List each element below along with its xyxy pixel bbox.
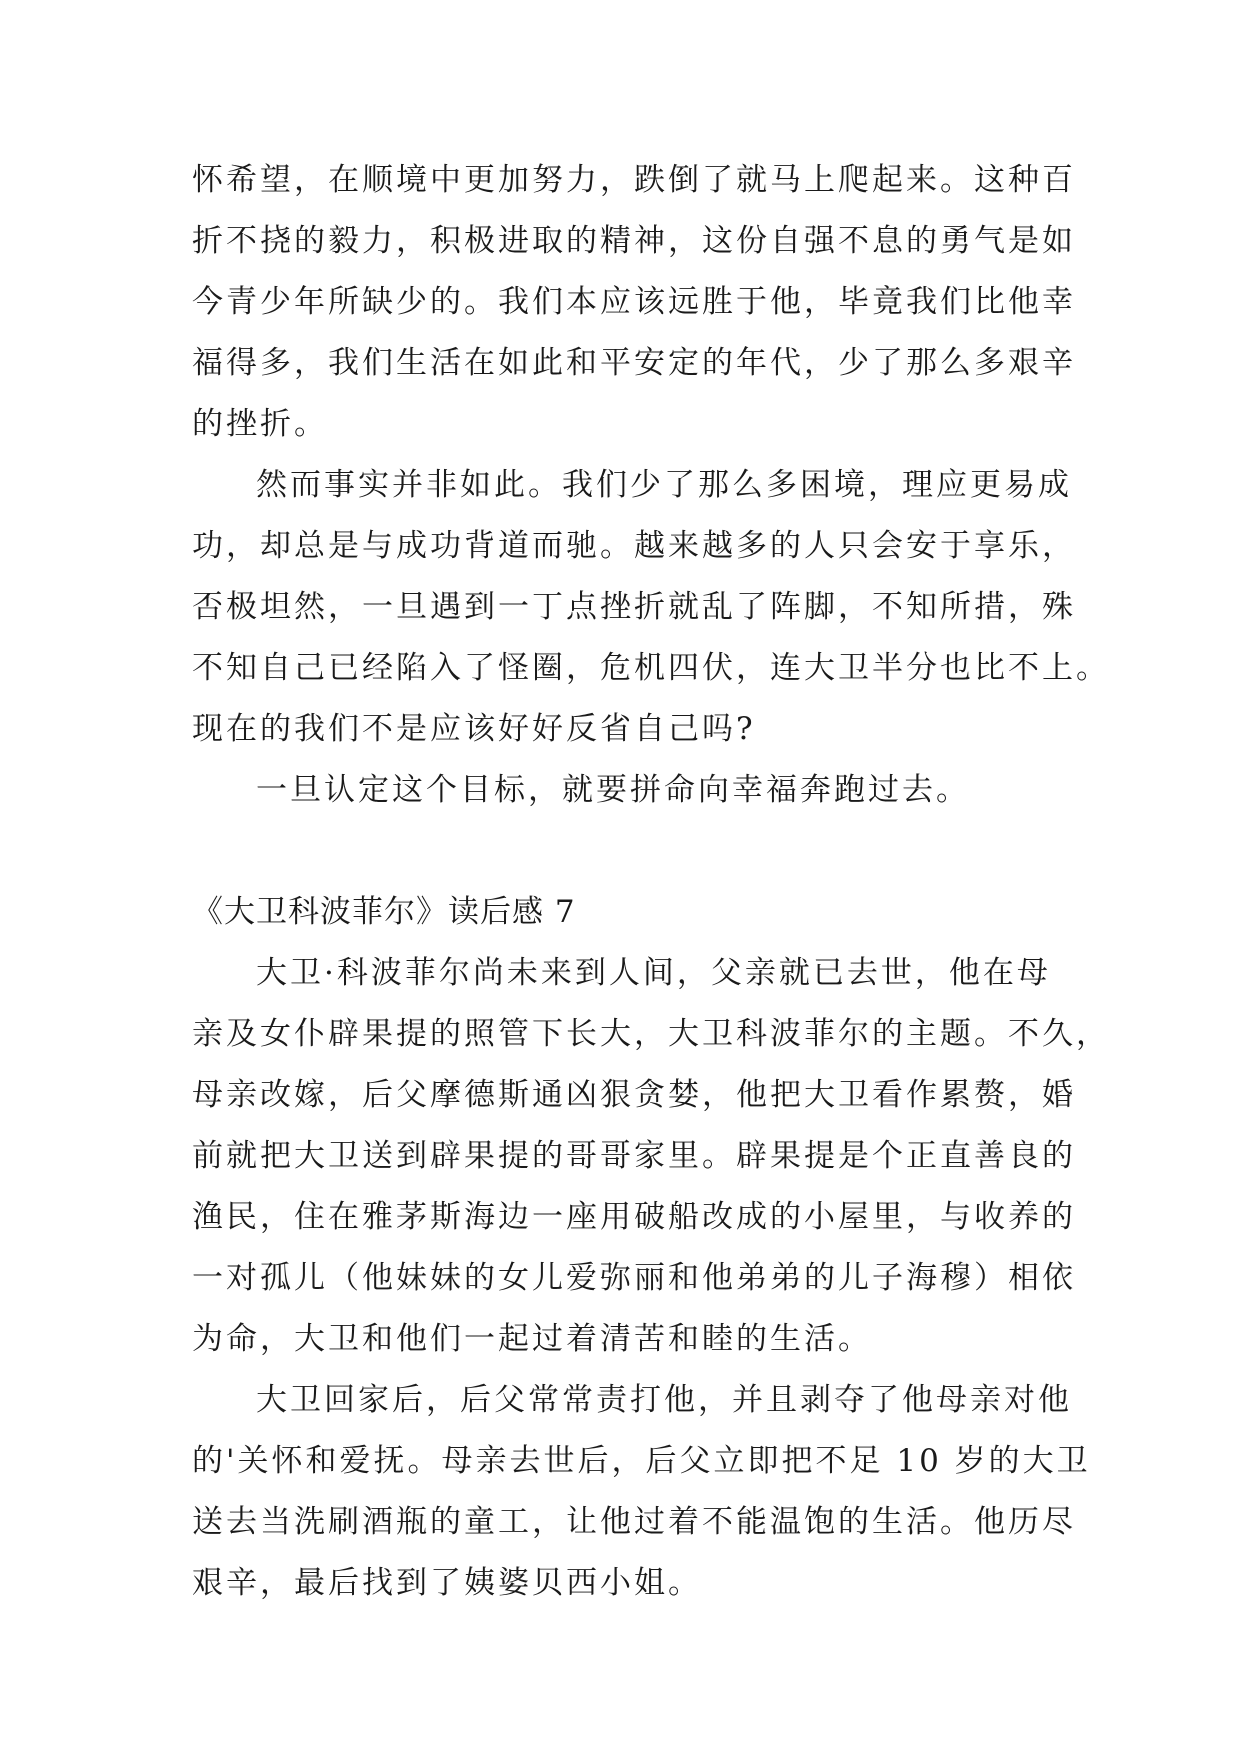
paragraph [192,455,1110,760]
text-line: 功，却总是与成功背道而驰。越来越多的人只会安于享乐， [192,528,1076,564]
text-line: 不知自己已经陷入了怪圈，危机四伏，连大卫半分也比不上。 [192,650,1110,686]
text-line: 渔民，住在雅茅斯海边一座用破船改成的小屋里，与收养的 [192,1199,1076,1235]
paragraph [192,1370,1091,1614]
text-line: 怀希望，在顺境中更加努力，跌倒了就马上爬起来。这种百 [192,162,1076,198]
text-line: 折不挠的毅力，积极进取的精神，这份自强不息的勇气是如 [192,223,1076,259]
text-line: 然而事实并非如此。我们少了那么多困境，理应更易成 [256,467,1072,503]
document-body [192,150,1110,1614]
text-line: 今青少年所缺少的。我们本应该远胜于他，毕竟我们比他幸 [192,284,1076,320]
text-line: 艰辛，最后找到了姨婆贝西小姐。 [192,1565,702,1601]
text-line: 福得多，我们生活在如此和平安定的年代，少了那么多艰辛 [192,345,1076,381]
text-line: 现在的我们不是应该好好反省自己吗? [192,711,756,747]
text-line: 的挫折。 [192,406,328,442]
paragraph [192,943,1110,1370]
text-line: 的'关怀和爱抚。母亲去世后，后父立即把不足 10 岁的大卫 [192,1443,1091,1479]
paragraph [192,760,1050,821]
text-line: 母亲改嫁，后父摩德斯通凶狠贪婪，他把大卫看作累赘，婚 [192,1077,1076,1113]
text-line: 为命，大卫和他们一起过着清苦和睦的生活。 [192,1321,872,1357]
paragraph [192,150,1076,455]
text-line: 亲及女仆辟果提的照管下长大，大卫科波菲尔的主题。不久， [192,1016,1110,1052]
text-line: 大卫·科波菲尔尚未来到人间，父亲就已去世，他在母 [256,955,1051,991]
text-line: 一对孤儿（他妹妹的女儿爱弥丽和他弟弟的儿子海穆）相依 [192,1260,1076,1296]
text-line: 送去当洗刷酒瓶的童工，让他过着不能温饱的生活。他历尽 [192,1504,1076,1540]
text-line: 前就把大卫送到辟果提的哥哥家里。辟果提是个正直善良的 [192,1138,1076,1174]
text-line: 一旦认定这个目标，就要拼命向幸福奔跑过去。 [256,772,970,808]
section-title: 《大卫科波菲尔》读后感 7 [192,894,576,930]
text-line: 否极坦然，一旦遇到一丁点挫折就乱了阵脚，不知所措，殊 [192,589,1076,625]
text-line: 大卫回家后，后父常常责打他，并且剥夺了他母亲对他 [256,1382,1072,1418]
